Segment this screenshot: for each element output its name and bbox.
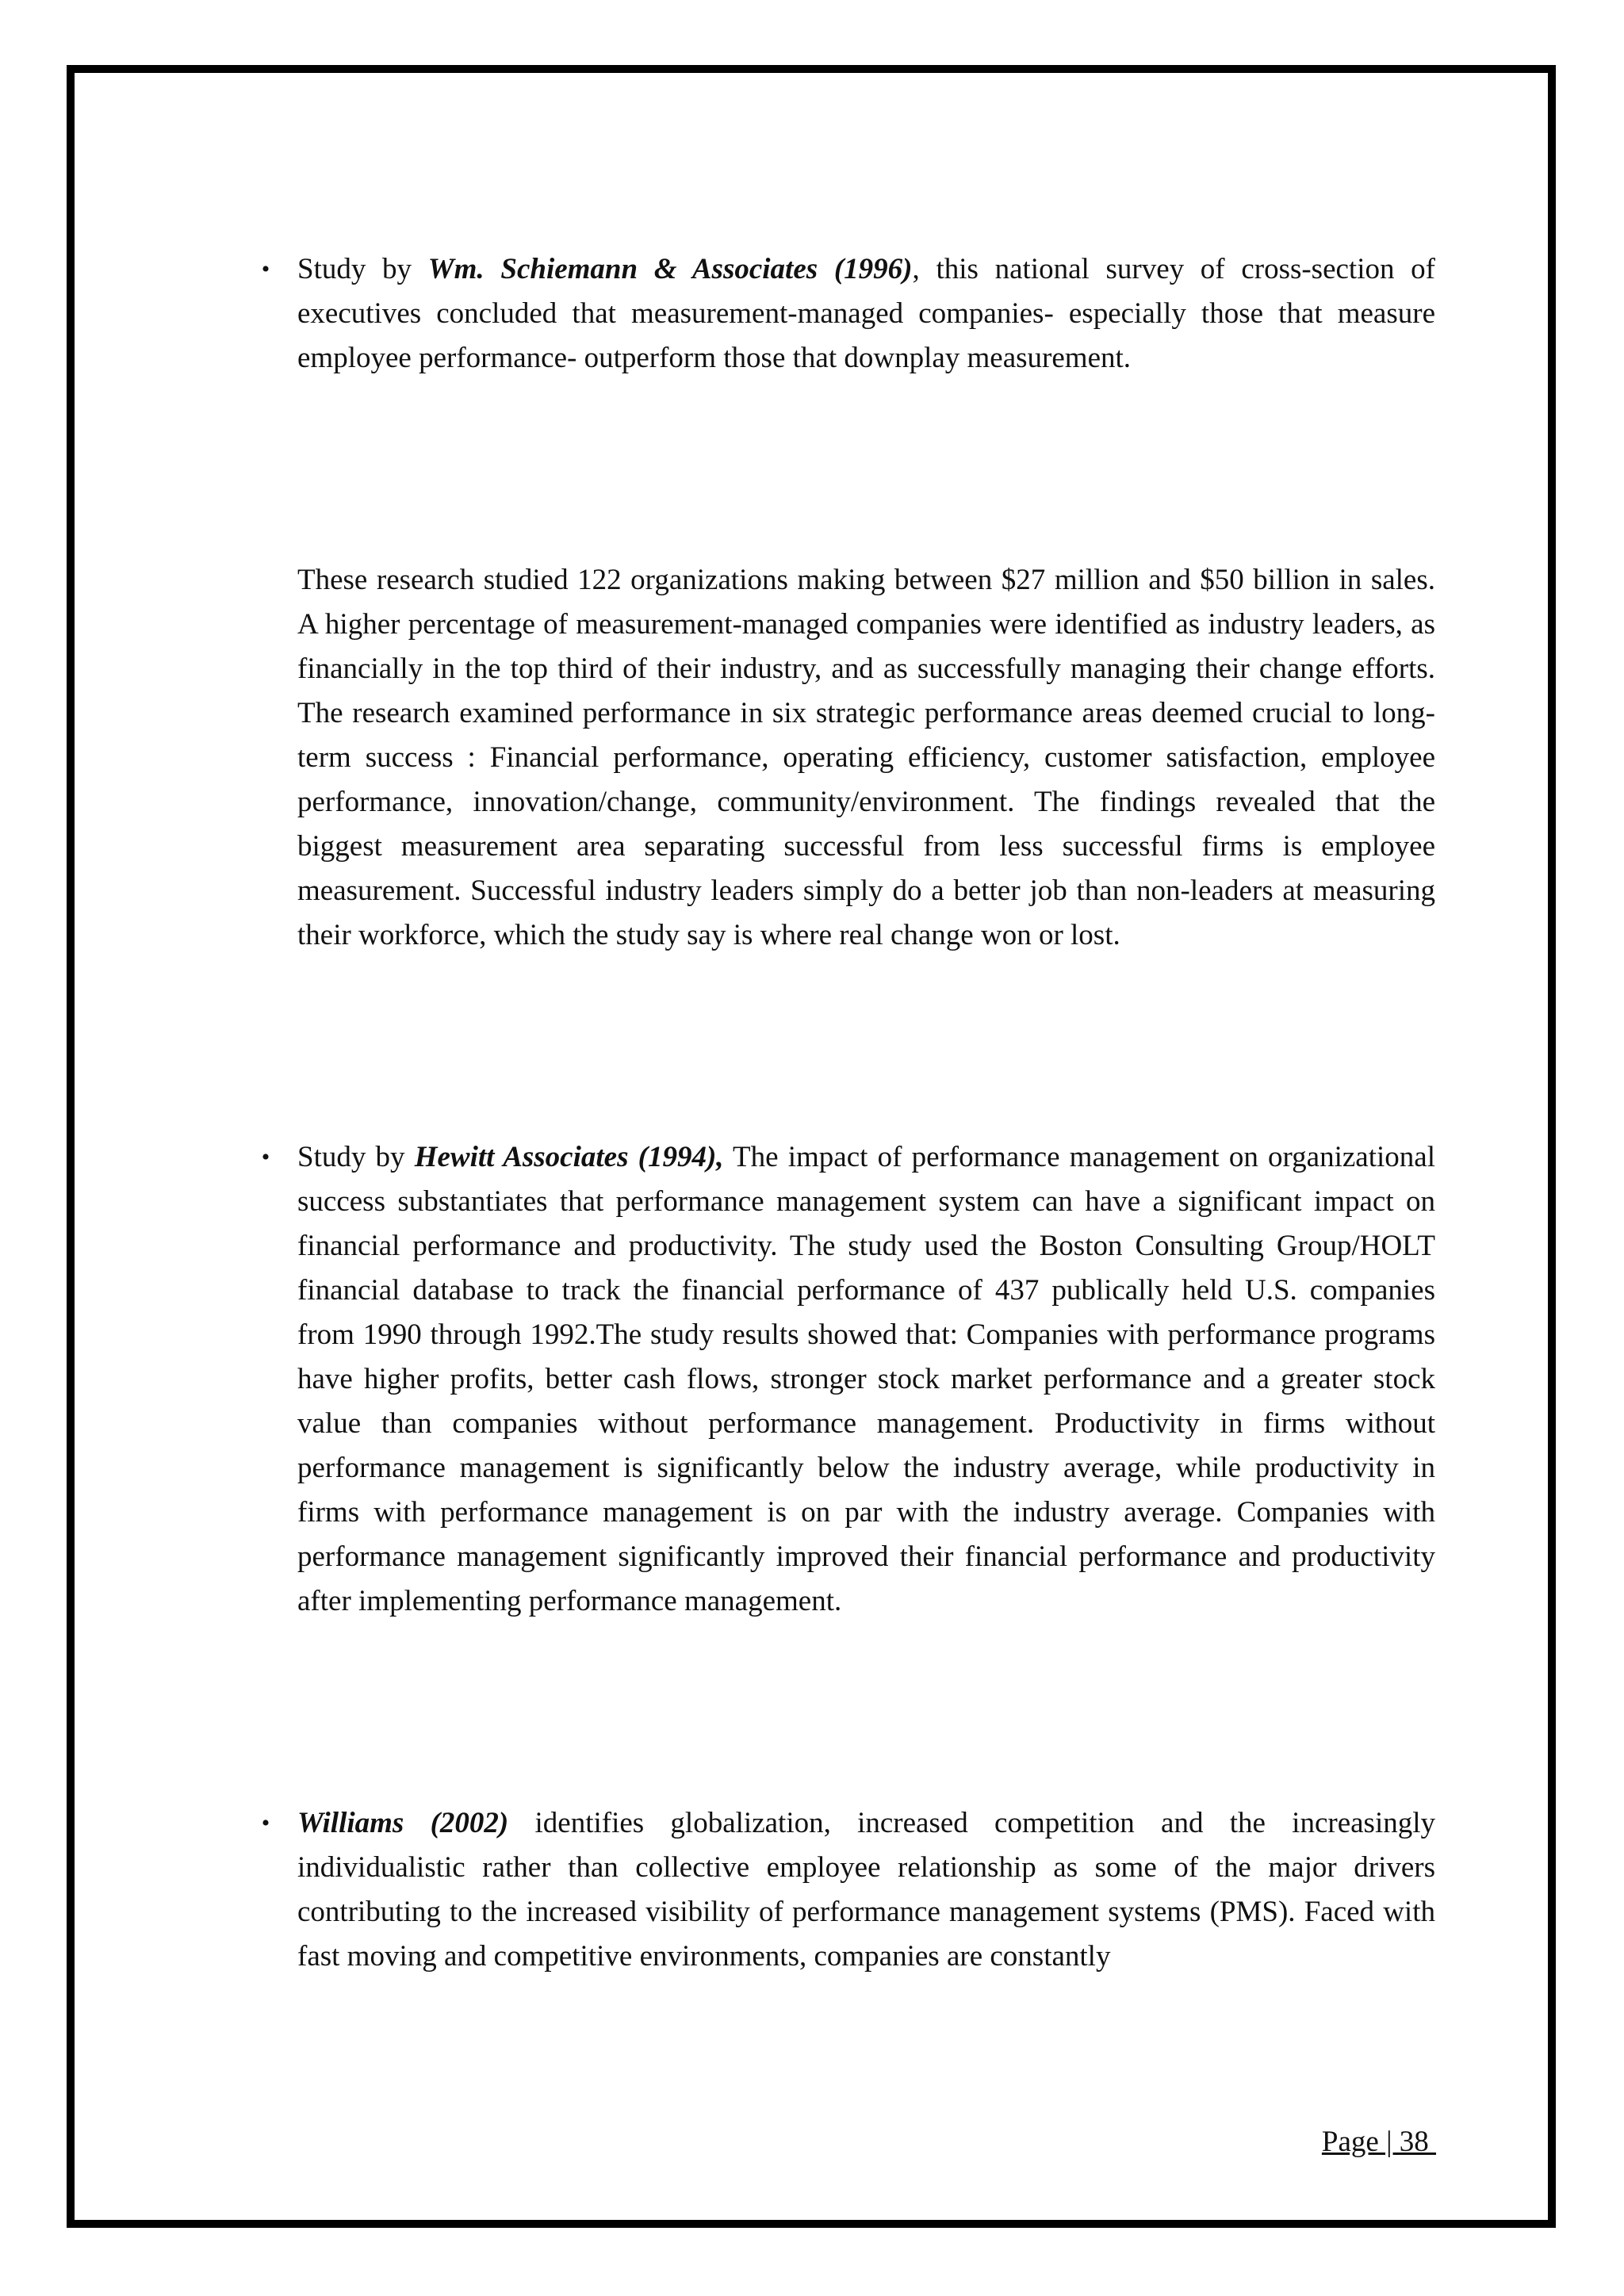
bullet-lead: Study by xyxy=(297,1141,415,1173)
bullet-body: identifies globalization, increased competition and the increasingly individualistic rather than collective employee relationship as some of the major drivers contributing to the increased visibility of performance management systems (PMS). Faced with fast moving and competitive environments, companies are constantly xyxy=(297,1807,1436,1973)
bullet-text xyxy=(297,1135,1435,1624)
spacer xyxy=(297,381,1435,558)
spacer xyxy=(297,1624,1435,1801)
bullet-text xyxy=(297,247,1435,381)
bullet-glyph: • xyxy=(261,1144,270,1170)
page-number: Page | 38 xyxy=(1321,2126,1436,2158)
bullet-glyph: • xyxy=(261,256,270,282)
bullet-schiemann-study xyxy=(261,247,1435,381)
citation-schiemann: Wm. Schiemann & Associates (1996) xyxy=(427,253,913,285)
bullet-glyph: • xyxy=(261,1810,270,1836)
bullet-hewitt-study xyxy=(261,1135,1435,1624)
paragraph-research-findings: These research studied 122 organizations making between $27 million and $50 billion in sales. A higher percentage of measurement-managed companies were identified as industry leaders, as financially in the top third of their industry, and as successfully managing their change efforts. The research examined performance in six strategic performance areas deemed crucial to long-term success : Financial performance, operating efficiency, customer satisfaction, employee performance, innovation/change, community/environment. The findings revealed that the biggest measurement area separating successful from less successful firms is employee measurement. Successful industry leaders simply do a better job than non-leaders at measuring their workforce, which the study say is where real change won or lost. xyxy=(297,564,1435,951)
bullet-lead: Study by xyxy=(297,253,428,285)
document-body xyxy=(261,247,1436,1979)
citation-hewitt: Hewitt Associates (1994), xyxy=(414,1141,724,1173)
bullet-williams-study xyxy=(261,1801,1436,1979)
bullet-body: , this national survey of cross-section of executives concluded that measurement-managed companies- especially those that measure employee performance- outperform those that downplay measurement. xyxy=(297,253,1435,374)
spacer xyxy=(297,958,1435,1135)
citation-williams: Williams (2002) xyxy=(297,1807,509,1839)
bullet-body: The impact of performance management on organizational success substantiates that performance management system can have a significant impact on financial performance and productivity. The study used the Boston Consulting Group/HOLT financial database to track the financial performance of 437 publically held U.S. companies from 1990 through 1992.The study results showed that: Companies with performance programs have higher profits, better cash flows, stronger stock market performance and a greater stock value than companies without performance management. Productivity in firms without performance management is significantly below the industry average, while productivity in firms with performance management is on par with the industry average. Companies with performance management significantly improved their financial performance and productivity after implementing performance management. xyxy=(297,1141,1435,1617)
bullet-text xyxy=(297,1801,1435,1979)
